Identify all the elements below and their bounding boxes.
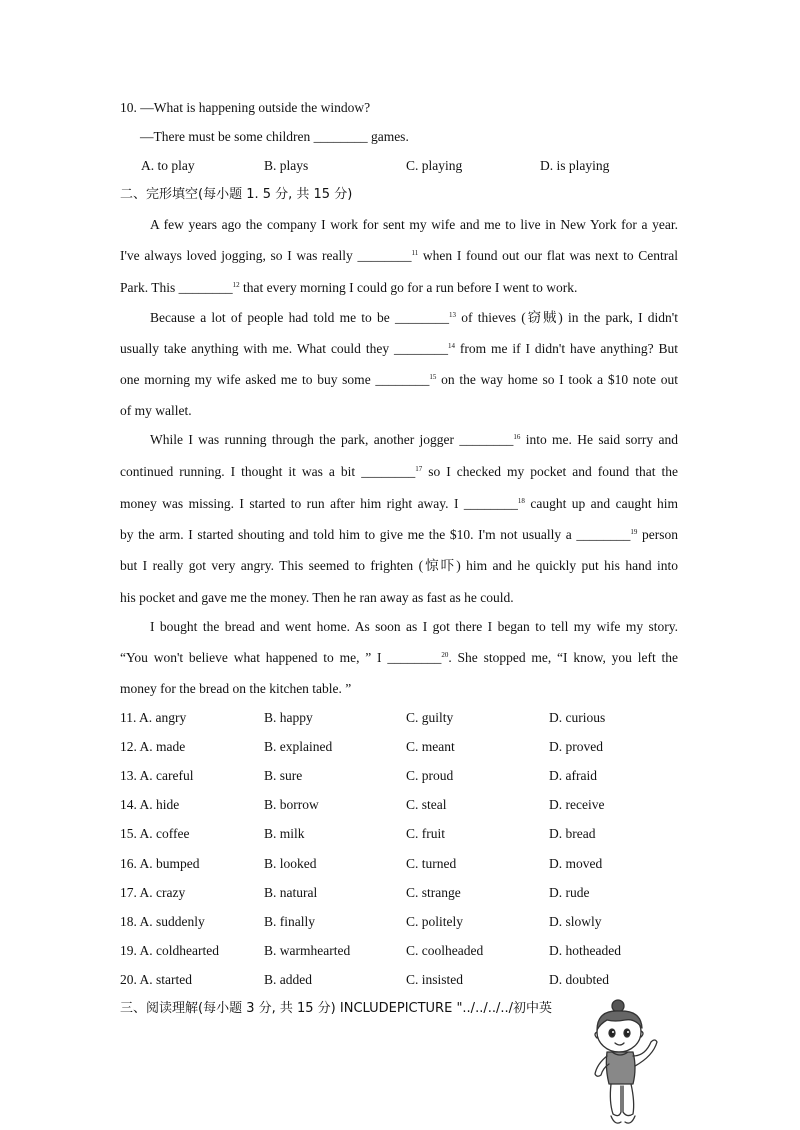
question-10-text: 10. —What is happening outside the window? [120, 100, 371, 115]
section-3-heading: 三、阅读理解(每小题 3 分, 共 15 分) INCLUDEPICTURE "../../../../初中英 [120, 1001, 552, 1016]
option-a: A. to play [141, 158, 195, 173]
passage-line: I bought the bread and went home. As soon as I got there I began to tell my wife my story. [150, 619, 678, 634]
passage-line: Because a lot of people had told me to be ________$^{13}$ of thieves (窃贼) in the park, I didn't [150, 310, 678, 325]
choice-option: D. rude [549, 884, 590, 900]
choice-option: 20. A. started [120, 971, 192, 987]
choice-option: D. bread [549, 826, 596, 842]
passage-line: by the arm. I started shouting and told him to give me the $10. I'm not usually a ________$^{19}$ person [120, 527, 679, 542]
choice-option: B. borrow [264, 797, 319, 813]
choice-option: D. moved [549, 855, 603, 871]
passage-line: usually take anything with me. What could they ________$^{14}$ from me if I didn't have anything? But [120, 341, 679, 356]
choice-option: D. proved [549, 739, 603, 755]
passage-line: one morning my wife asked me to buy some ________$^{15}$ on the way home so I took a $10 note out [120, 372, 678, 387]
passage-line: his pocket and gave me the money. Then he ran away as fast as he could. [120, 590, 514, 605]
option-b: B. plays [264, 158, 309, 173]
choice-option: B. happy [264, 710, 313, 725]
passage-line: A few years ago the company I work for sent my wife and me to live in New York for a year. [150, 217, 678, 232]
choice-option: C. strange [406, 884, 461, 900]
choice-option: D. afraid [549, 768, 597, 784]
choice-option: C. coolheaded [406, 942, 484, 958]
passage-line: money for the bread on the kitchen table. ” [120, 681, 352, 696]
passage-line: money was missing. I started to run after him right away. I ________$^{18}$ caught up and caught him [120, 496, 679, 511]
choice-option: 11. A. angry [120, 710, 187, 725]
choice-option: C. guilty [406, 710, 454, 725]
choice-option: 17. A. crazy [120, 884, 186, 900]
choice-option: B. explained [264, 739, 333, 755]
choice-option: D. hotheaded [549, 942, 621, 958]
cartoon-girl-image [585, 998, 665, 1130]
choice-option: C. meant [406, 739, 455, 755]
choice-option: C. proud [406, 768, 454, 784]
choice-option: B. milk [264, 826, 305, 842]
passage-line: I've always loved jogging, so I was really ________$^{11}$ when I found out our flat was next to Central [120, 248, 678, 263]
option-d: D. is playing [540, 158, 610, 173]
passage-line: but I really got very angry. This seemed to frighten (惊吓) him and he quickly put his hand into [120, 558, 678, 573]
choice-option: D. curious [549, 710, 606, 725]
choice-option: C. politely [406, 913, 463, 929]
choice-option: B. added [264, 971, 312, 987]
choice-option: B. sure [264, 768, 303, 784]
choice-option: 19. A. coldhearted [120, 942, 219, 958]
choice-option: D. slowly [549, 913, 602, 929]
passage-line: While I was running through the park, another jogger ________$^{16}$ into me. He said sorry and [150, 432, 678, 447]
choice-option: 15. A. coffee [120, 826, 190, 842]
passage-line: Park. This ________$^{12}$ that every morning I could go for a run before I went to work. [120, 280, 578, 295]
choice-option: C. turned [406, 855, 457, 871]
choice-option: B. warmhearted [264, 942, 351, 958]
choice-option: 16. A. bumped [120, 855, 200, 871]
choice-option: C. steal [406, 797, 447, 813]
choice-option: 18. A. suddenly [120, 913, 205, 929]
choice-option: C. insisted [406, 971, 464, 987]
choice-option: C. fruit [406, 826, 445, 842]
option-c: C. playing [406, 158, 463, 173]
choice-option: 12. A. made [120, 739, 186, 755]
question-10-answer: —There must be some children ________ games. [140, 129, 409, 144]
passage-line: continued running. I thought it was a bit ________$^{17}$ so I checked my pocket and found that the [120, 464, 678, 479]
choice-option: D. doubted [549, 971, 609, 987]
section-2-heading: 二、完形填空(每小题 1. 5 分, 共 15 分) [120, 187, 353, 202]
choice-option: B. looked [264, 855, 317, 871]
passage-line: “You won't believe what happened to me, ” I ________$^{20}$. She stopped me, “I know, you left the [120, 650, 678, 665]
choice-option: 14. A. hide [120, 797, 180, 813]
choice-option: D. receive [549, 797, 605, 813]
choice-option: B. natural [264, 884, 318, 900]
choice-option: B. finally [264, 913, 315, 929]
passage-line: of my wallet. [120, 403, 192, 418]
choice-option: 13. A. careful [120, 768, 194, 784]
